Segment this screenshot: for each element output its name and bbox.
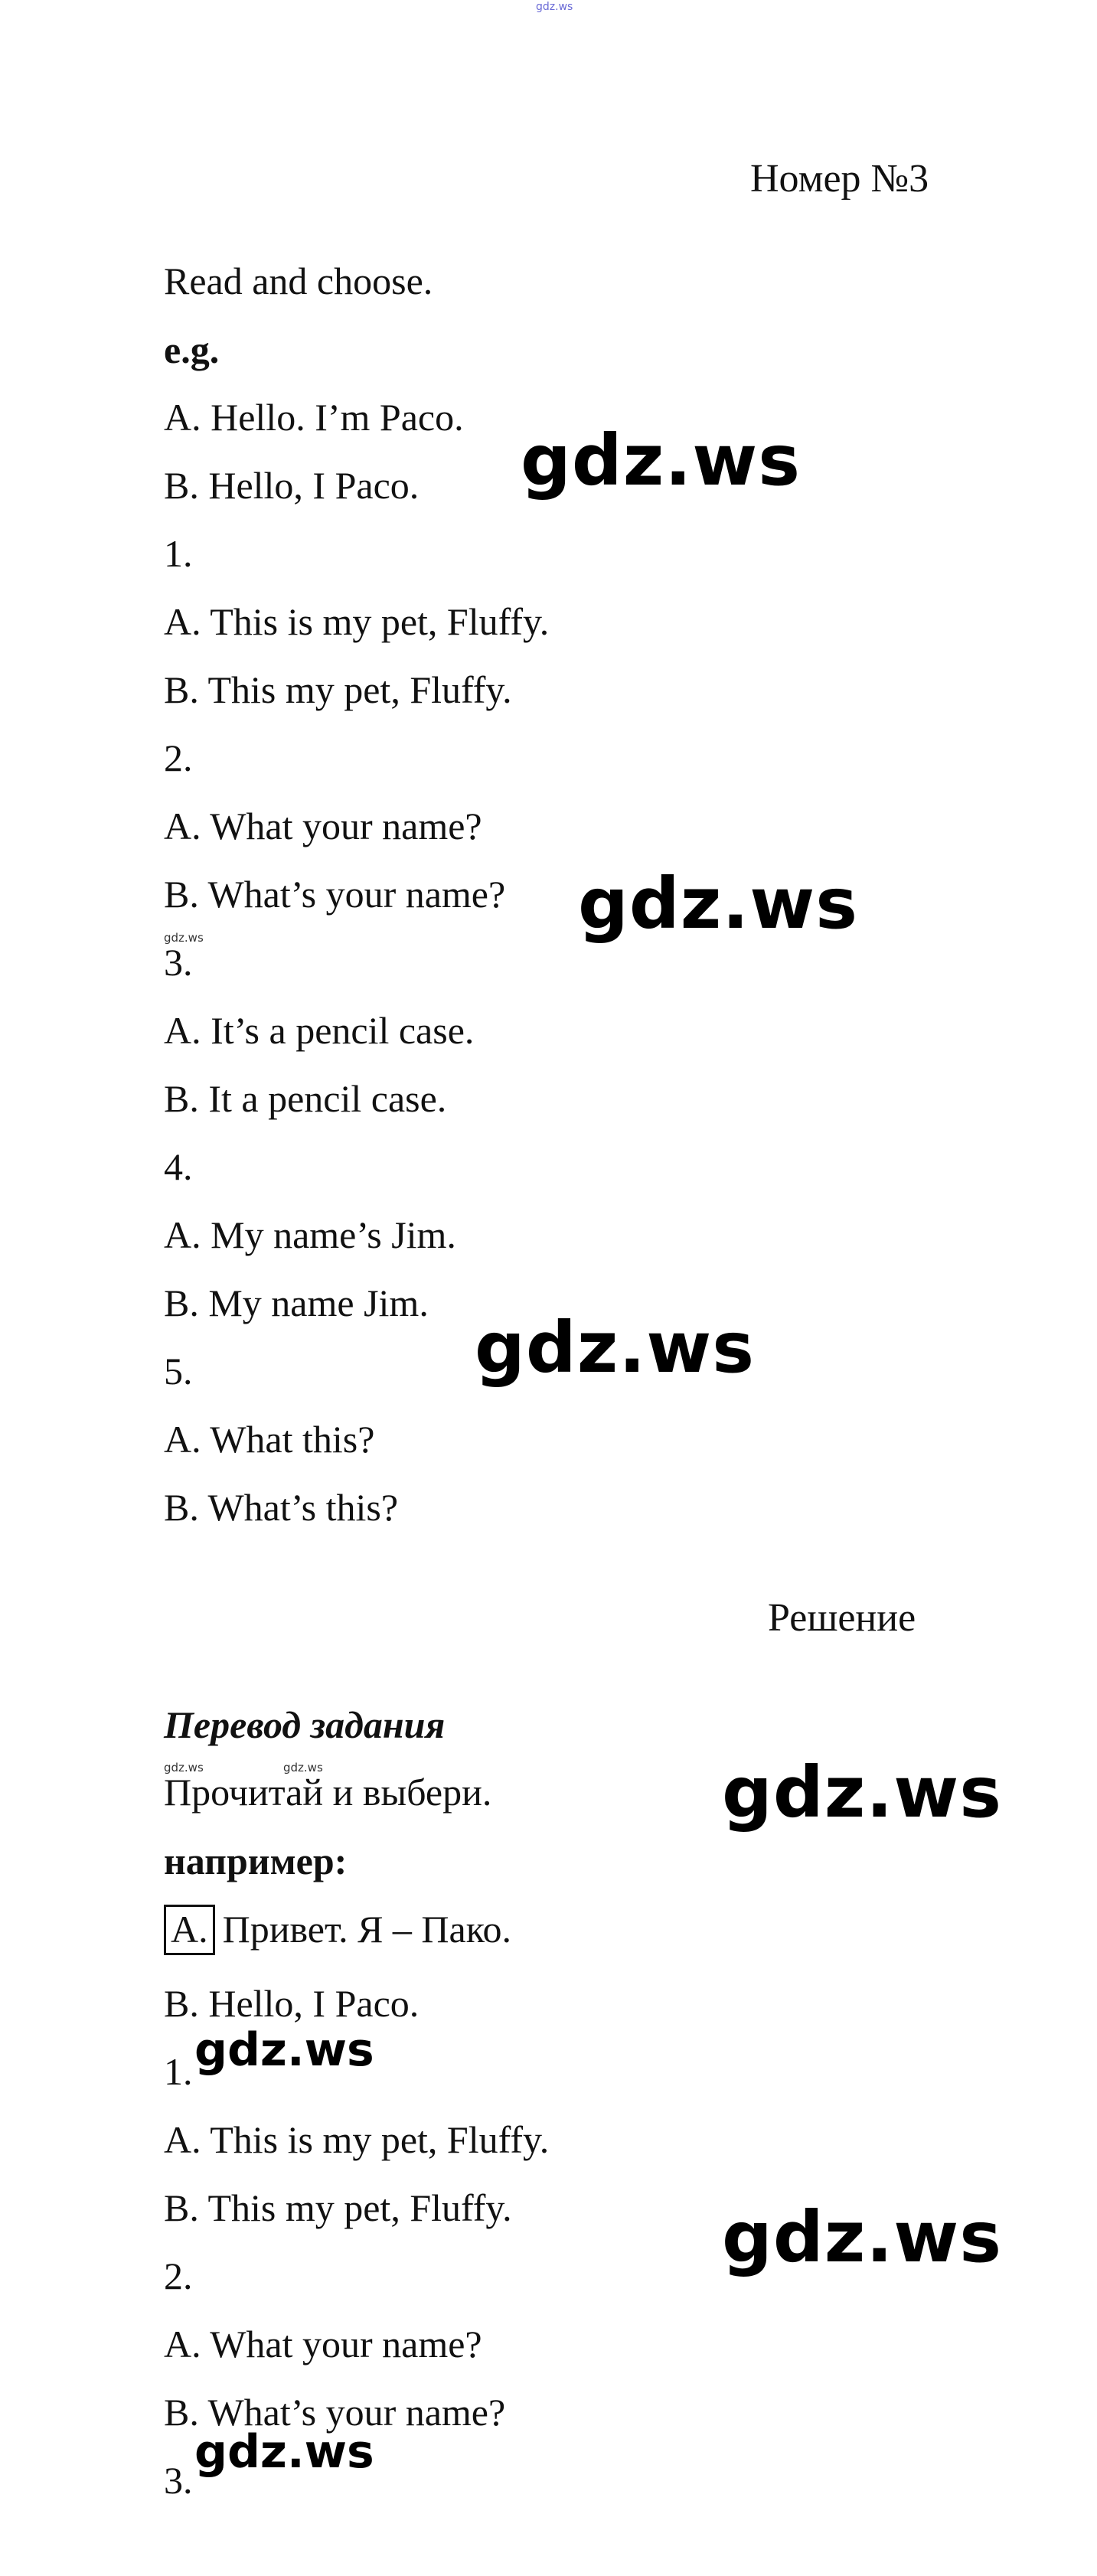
selected-answer-box: A. [164, 1905, 215, 1955]
watermark: gdz.ws [521, 420, 801, 501]
translation-example-label: например: [164, 1840, 348, 1882]
example-label: e.g. [164, 328, 220, 371]
item-number: 1. [164, 2050, 193, 2093]
watermark: gdz.ws [475, 1307, 755, 1389]
translation-heading: Перевод задания [164, 1703, 446, 1746]
exercise-number: Номер №3 [750, 157, 929, 201]
item-option-a: A. What your name? [164, 2323, 482, 2365]
item-option-b: B. What’s your name? [164, 2391, 506, 2434]
item-number: 2. [164, 2254, 193, 2297]
item-option-a: A. What this? [164, 1418, 375, 1461]
item-option-a: A. What your name? [164, 805, 482, 847]
item-option-b: B. What’s your name? [164, 873, 506, 916]
example-option-a: A. Hello. I’m Paco. [164, 396, 464, 439]
watermark: gdz.ws [578, 863, 858, 945]
item-option-b: B. What’s this? [164, 1486, 399, 1529]
watermark: gdz.ws [194, 2425, 374, 2479]
example-option-b: B. Hello, I Paco. [164, 464, 420, 507]
item-number: 4. [164, 1145, 193, 1188]
task-instruction: Read and choose. [164, 260, 433, 302]
item-number: 1. [164, 532, 193, 575]
item-option-b: B. This my pet, Fluffy. [164, 2186, 512, 2229]
item-option-b: B. My name Jim. [164, 1281, 429, 1324]
item-option-a: A. My name’s Jim. [164, 1213, 456, 1256]
tiny-watermark: gdz.ws [164, 1761, 204, 1774]
watermark: gdz.ws [194, 2023, 374, 2077]
translation-example-a-text: Привет. Я – Пако. [222, 1908, 511, 1951]
top-watermark: gdz.ws [536, 1, 573, 13]
translation-example-a [164, 1905, 511, 1955]
item-number: 3. [164, 2459, 193, 2502]
item-number: 2. [164, 736, 193, 779]
item-option-b: B. This my pet, Fluffy. [164, 668, 512, 711]
item-option-a: A. This is my pet, Fluffy. [164, 2118, 550, 2161]
item-number: 5. [164, 1350, 193, 1392]
translation-example-b: B. Hello, I Paco. [164, 1982, 420, 2025]
item-option-b: B. It a pencil case. [164, 1077, 447, 1120]
item-number: 3. [164, 941, 193, 984]
tiny-watermark: gdz.ws [283, 1761, 323, 1774]
item-option-a: A. It’s a pencil case. [164, 1009, 475, 1052]
tiny-watermark: gdz.ws [164, 931, 204, 945]
solution-heading: Решение [768, 1596, 916, 1640]
watermark: gdz.ws [722, 1752, 1002, 1833]
translation-instruction: Прочитай и выбери. [164, 1771, 492, 1814]
item-option-a: A. This is my pet, Fluffy. [164, 600, 550, 643]
watermark: gdz.ws [722, 2196, 1002, 2278]
